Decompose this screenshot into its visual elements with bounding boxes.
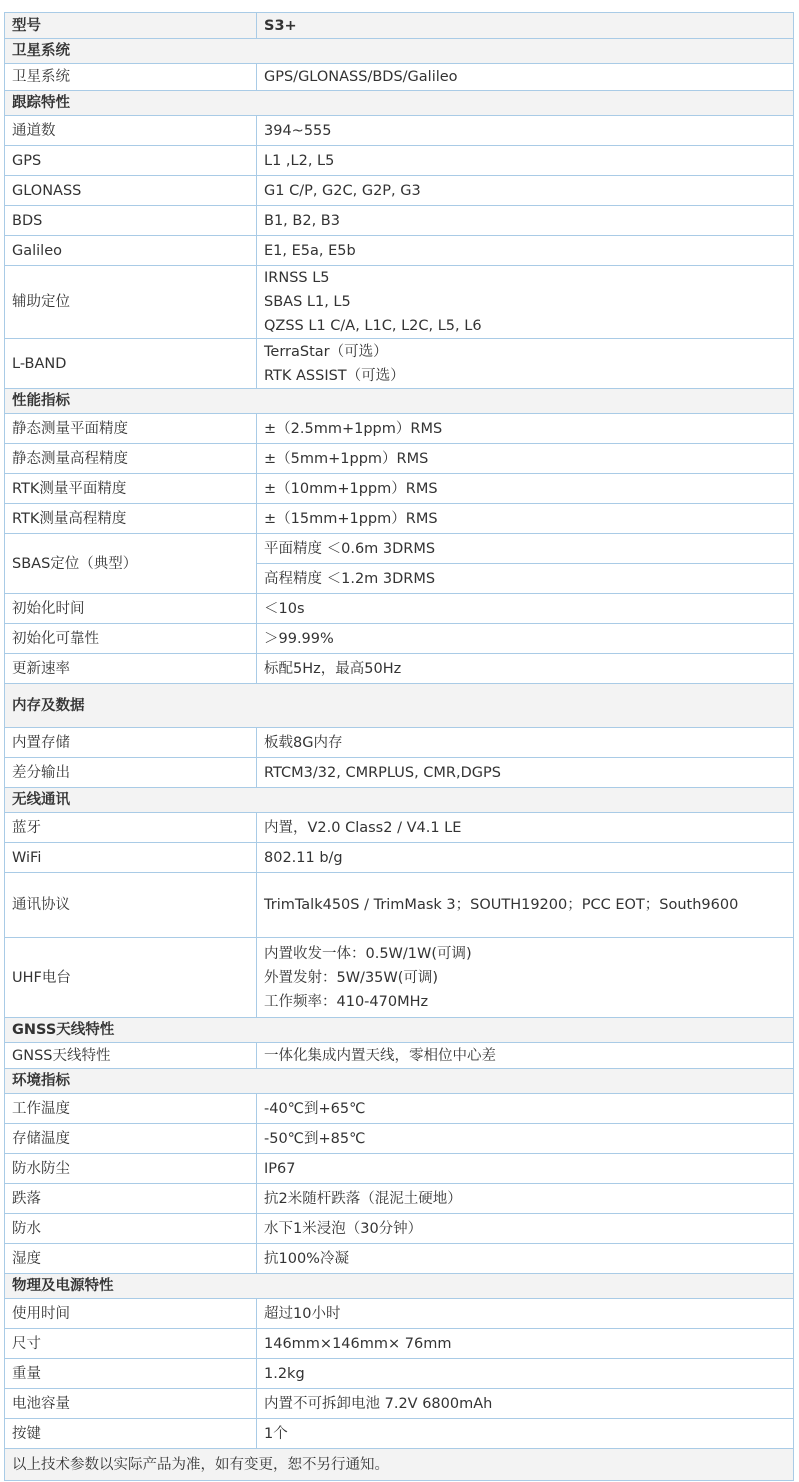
table-row [5,843,794,873]
row-label: 工作温度 [5,1094,257,1124]
table-row [5,728,794,758]
table-row [5,1419,794,1449]
value-line: 1个 [264,1425,288,1442]
row-label: 使用时间 [5,1299,257,1329]
row-label: GNSS天线特性 [5,1043,257,1069]
row-label: 湿度 [5,1244,257,1274]
value-line: -50℃到+85℃ [264,1130,366,1147]
section-title: 物理及电源特性 [5,1274,794,1299]
section-row [5,389,794,414]
row-value [257,758,794,788]
table-row [5,873,794,938]
row-value [257,564,794,594]
row-value [257,414,794,444]
spec-table [4,12,794,1481]
row-value [257,504,794,534]
row-label: 初始化时间 [5,594,257,624]
section-title: 卫星系统 [5,39,794,64]
table-row [5,1214,794,1244]
row-value [257,1124,794,1154]
table-row [5,813,794,843]
table-row [5,339,794,389]
footnote: 以上技术参数以实际产品为准，如有变更，恕不另行通知。 [5,1449,794,1481]
row-label: 静态测量平面精度 [5,414,257,444]
row-label: 差分输出 [5,758,257,788]
table-row [5,534,794,564]
row-value [257,654,794,684]
row-value [257,594,794,624]
table-row [5,1299,794,1329]
row-label: 卫星系统 [5,64,257,91]
row-value [257,116,794,146]
row-value [257,813,794,843]
row-label: SBAS定位（典型） [5,534,257,594]
value-line: TerraStar（可选） [264,343,388,360]
value-line: IP67 [264,1160,296,1177]
row-value [257,1244,794,1274]
table-row [5,594,794,624]
section-row [5,1018,794,1043]
row-value [257,624,794,654]
row-label: 存储温度 [5,1124,257,1154]
row-label: RTK测量高程精度 [5,504,257,534]
row-label: 尺寸 [5,1329,257,1359]
table-row [5,146,794,176]
value-line: 标配5Hz，最高50Hz [264,660,402,677]
value-line: 一体化集成内置天线，零相位中心差 [264,1047,496,1064]
row-label: 初始化可靠性 [5,624,257,654]
row-label: Galileo [5,236,257,266]
value-line: 抗100%冷凝 [264,1250,349,1267]
table-row [5,206,794,236]
value-line: ±（10mm+1ppm）RMS [264,480,438,497]
value-line: QZSS L1 C/A, L1C, L2C, L5, L6 [264,318,482,334]
value-line: 1.2kg [264,1365,305,1382]
section-row [5,91,794,116]
row-value [257,1419,794,1449]
table-row [5,758,794,788]
value-line: 146mm×146mm× 76mm [264,1335,452,1352]
row-label: 跌落 [5,1184,257,1214]
table-row [5,654,794,684]
table-row [5,504,794,534]
table-row [5,64,794,91]
table-row [5,1094,794,1124]
table-row [5,624,794,654]
value-line: 超过10小时 [264,1305,341,1322]
table-row [5,1389,794,1419]
spec-table-body [5,13,794,1481]
table-row [5,938,794,1018]
row-value [257,938,794,1018]
value-line: 外置发射：5W/35W(可调) [264,969,439,986]
table-row [5,1043,794,1069]
row-label: RTK测量平面精度 [5,474,257,504]
row-label: WiFi [5,843,257,873]
row-value [257,728,794,758]
table-row [5,176,794,206]
value-line: 水下1米浸泡（30分钟） [264,1220,423,1237]
value-line: ±（2.5mm+1ppm）RMS [264,420,443,437]
row-value [257,873,794,938]
row-label: 防水 [5,1214,257,1244]
row-value [257,474,794,504]
row-value [257,236,794,266]
section-title: 跟踪特性 [5,91,794,116]
row-value [257,843,794,873]
section-title: 环境指标 [5,1069,794,1094]
table-row [5,1329,794,1359]
table-row [5,266,794,339]
table-row [5,1184,794,1214]
value-line: SBAS L1, L5 [264,294,351,310]
row-label: BDS [5,206,257,236]
row-label: 辅助定位 [5,266,257,339]
value-line: ＞99.99% [264,630,334,647]
table-row [5,414,794,444]
row-label: 重量 [5,1359,257,1389]
table-row [5,1124,794,1154]
value-line: 高程精度 ＜1.2m 3DRMS [264,570,436,587]
row-label: 按键 [5,1419,257,1449]
row-value [257,146,794,176]
table-row [5,1359,794,1389]
section-title: 无线通讯 [5,788,794,813]
value-line: GPS/GLONASS/BDS/Galileo [264,69,458,85]
row-label: 内置存储 [5,728,257,758]
value-line: IRNSS L5 [264,270,330,286]
value-line: 内置不可拆卸电池 7.2V 6800mAh [264,1395,493,1412]
header-value: S3+ [257,13,794,39]
value-line: RTK ASSIST（可选） [264,367,405,384]
value-line: 抗2米随杆跌落（混泥土硬地） [264,1190,462,1207]
row-label: UHF电台 [5,938,257,1018]
row-value [257,534,794,564]
section-row [5,1274,794,1299]
row-value [257,206,794,236]
value-line: ＜10s [264,600,305,617]
table-row [5,444,794,474]
value-line: 工作频率：410-470MHz [264,993,429,1010]
row-value [257,339,794,389]
row-label: 蓝牙 [5,813,257,843]
row-value [257,64,794,91]
table-row [5,1154,794,1184]
value-line: 板载8G内存 [264,734,343,751]
row-value [257,1184,794,1214]
value-line: L1 ,L2, L5 [264,152,335,169]
row-value [257,1359,794,1389]
table-row [5,1244,794,1274]
row-label: GLONASS [5,176,257,206]
row-value [257,1214,794,1244]
value-line: TrimTalk450S / TrimMask 3；SOUTH19200；PCC EOT；South9600 [264,897,739,913]
value-line: RTCM3/32, CMRPLUS, CMR,DGPS [264,764,501,781]
row-value [257,1154,794,1184]
value-line: B1, B2, B3 [264,212,340,229]
section-row [5,1069,794,1094]
table-row [5,236,794,266]
section-row [5,39,794,64]
note-row [5,1449,794,1481]
section-row [5,788,794,813]
row-value [257,176,794,206]
section-title: GNSS天线特性 [5,1018,794,1043]
value-line: 内置收发一体：0.5W/1W(可调) [264,945,472,962]
header-row [5,13,794,39]
row-label: 通道数 [5,116,257,146]
value-line: ±（5mm+1ppm）RMS [264,450,429,467]
row-value [257,1329,794,1359]
row-label: 静态测量高程精度 [5,444,257,474]
value-line: ±（15mm+1ppm）RMS [264,510,438,527]
table-row [5,116,794,146]
row-label: 通讯协议 [5,873,257,938]
value-line: 平面精度 ＜0.6m 3DRMS [264,540,436,557]
row-value [257,1299,794,1329]
row-label: GPS [5,146,257,176]
header-label: 型号 [5,13,257,39]
value-line: G1 C/P, G2C, G2P, G3 [264,182,421,199]
row-label: 电池容量 [5,1389,257,1419]
value-line: E1, E5a, E5b [264,242,356,259]
value-line: -40℃到+65℃ [264,1100,366,1117]
section-title: 内存及数据 [5,684,794,728]
row-label: L-BAND [5,339,257,389]
value-line: 802.11 b/g [264,849,343,866]
row-label: 防水防尘 [5,1154,257,1184]
row-value [257,1389,794,1419]
value-line: 内置，V2.0 Class2 / V4.1 LE [264,819,462,836]
row-value [257,1094,794,1124]
row-value [257,1043,794,1069]
value-line: 394~555 [264,122,332,139]
section-row [5,684,794,728]
row-value [257,266,794,339]
section-title: 性能指标 [5,389,794,414]
row-label: 更新速率 [5,654,257,684]
row-value [257,444,794,474]
table-row [5,474,794,504]
